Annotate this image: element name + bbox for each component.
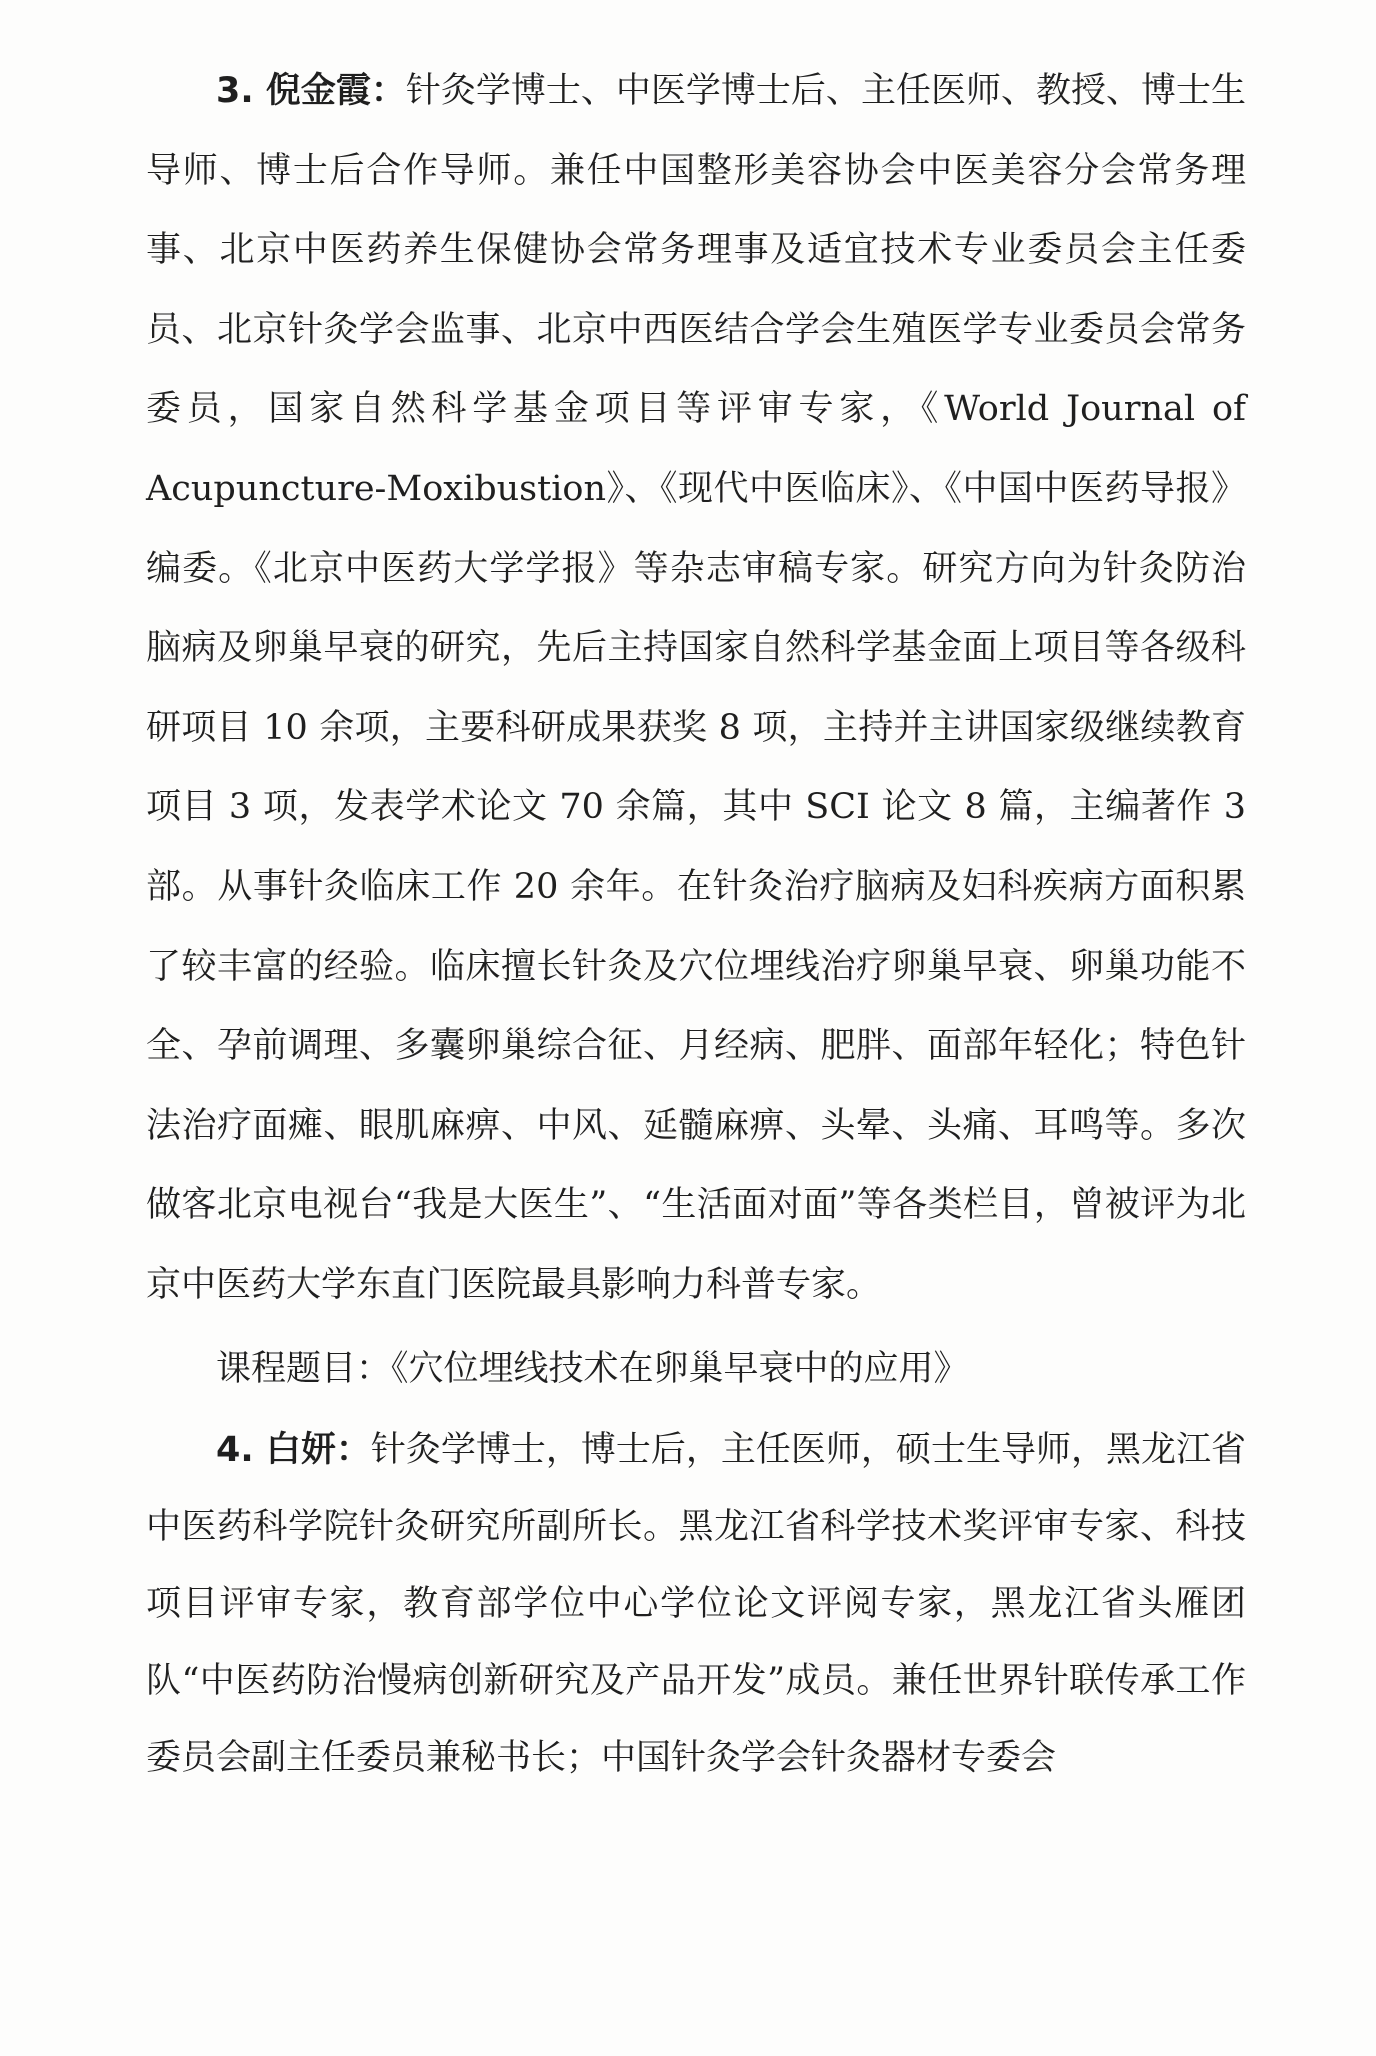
- course-title: 课程题目：《穴位埋线技术在卵巢早衰中的应用》: [216, 1348, 969, 1389]
- person-name-bai-yan: 4. 白妍：: [216, 1429, 371, 1470]
- biography-paragraph-ni-jinxia: [146, 52, 1246, 1326]
- document-body: [146, 52, 1246, 1797]
- biography-paragraph-bai-yan: [146, 1412, 1246, 1797]
- person-name-ni-jinxia: 3. 倪金霞：: [216, 71, 406, 111]
- biography-text-bai-yan: 针灸学博士，博士后，主任医师，硕士生导师，黑龙江省中医药科学院针灸研究所副所长。黑龙江省科学技术奖评审专家、科技项目评审专家，教育部学位中心学位论文评阅专家，黑龙江省头雁团队“中医药防治慢病创新研究及产品开发”成员。兼任世界针联传承工作委员会副主任委员兼秘书长；中国针灸学会针灸器材专委会: [146, 1429, 1246, 1778]
- biography-text-ni-jinxia: 针灸学博士、中医学博士后、主任医师、教授、博士生导师、博士后合作导师。兼任中国整形美容协会中医美容分会常务理事、北京中医药养生保健协会常务理事及适宜技术专业委员会主任委员、北京针灸学会监事、北京中西医结合学会生殖医学专业委员会常务委员，国家自然科学基金项目等评审专家，《World Journal of Acupuncture-Moxibustion》、《现代中医临床》、《中国中医药导报》编委。《北京中医药大学学报》等杂志审稿专家。研究方向为针灸防治脑病及卵巢早衰的研究，先后主持国家自然科学基金面上项目等各级科研项目 10 余项，主要科研成果获奖 8 项，主持并主讲国家级继续教育项目 3 项，发表学术论文 70 余篇，其中 SCI 论文 8 篇，主编著作 3 部。从事针灸临床工作 20 余年。在针灸治疗脑病及妇科疾病方面积累了较丰富的经验。临床擅长针灸及穴位埋线治疗卵巢早衰、卵巢功能不全、孕前调理、多囊卵巢综合征、月经病、肥胖、面部年轻化；特色针法治疗面瘫、眼肌麻痹、中风、延髓麻痹、头晕、头痛、耳鸣等。多次做客北京电视台“我是大医生”、“生活面对面”等各类栏目，曾被评为北京中医药大学东直门医院最具影响力科普专家。: [146, 71, 1246, 1305]
